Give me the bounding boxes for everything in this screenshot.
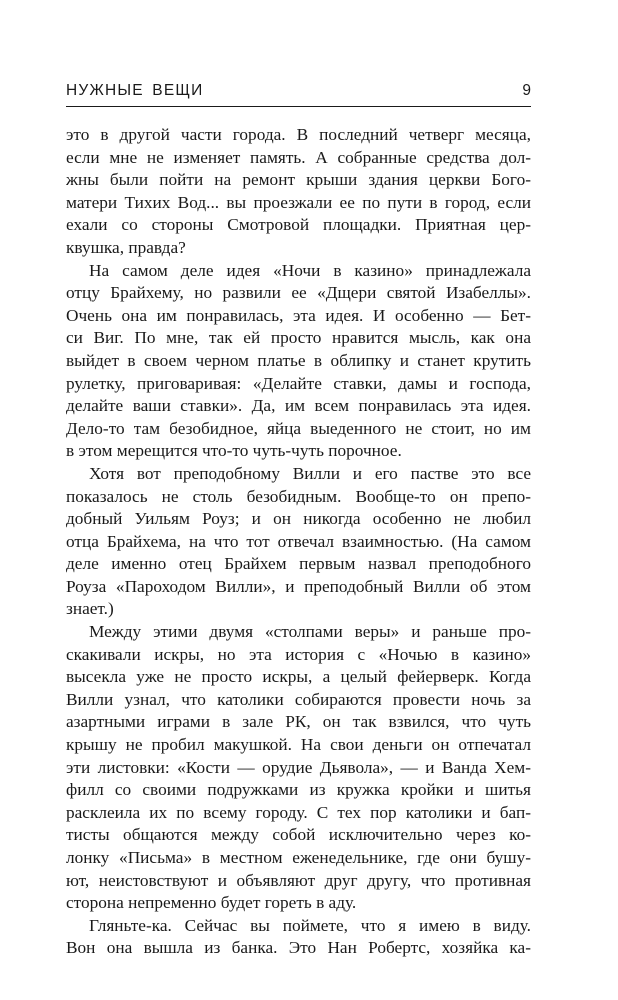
text-line: Очень она им понравилась, эта идея. И особенно — Бет- bbox=[66, 305, 531, 325]
text-line: деле именно отец Брайхем первым назвал преподобного bbox=[66, 554, 531, 574]
text-line: отца Брайхема, на что тот отвечал взаимностью. (На самом bbox=[66, 531, 531, 551]
text-line: скакивали искры, но эта история с «Ночью в казино» bbox=[66, 644, 531, 664]
text-line: филл со своими подружками из кружка кройки и шитья bbox=[66, 780, 531, 800]
text-line: высекла уже не просто искры, а целый фейерверк. Когда bbox=[66, 667, 531, 687]
text-line: отцу Брайхему, но развили ее «Дщери святой Изабеллы». bbox=[66, 283, 531, 303]
text-line: ют, неистовствуют и объявляют друг другу, что противная bbox=[66, 870, 531, 890]
text-line: ехали со стороны Смотровой площадки. Приятная цер- bbox=[66, 215, 531, 235]
text-line: азартными играми в зале РК, он так взвился, что чуть bbox=[66, 712, 531, 732]
text-line: си Виг. По мне, так ей просто нравится мысль, как она bbox=[66, 328, 531, 348]
text-line: это в другой части города. В последний четверг месяца, bbox=[66, 125, 531, 144]
text-line: Вон она вышла из банка. Это Нан Робертс, хозяйка ка- bbox=[66, 938, 531, 958]
text-line: показалось не столь безобидным. Вообще-то он препо- bbox=[66, 486, 531, 506]
text-line: Дело-то там безобидное, яйца выеденного не стоит, но им bbox=[66, 418, 531, 438]
text-line: выйдет в своем черном платье в облипку и станет крутить bbox=[66, 350, 531, 370]
text-line: Хотя вот преподобному Вилли и его пастве это все bbox=[89, 463, 531, 483]
text-line: добный Уильям Роуз; и он никогда особенно не любил bbox=[66, 509, 531, 529]
text-line: делайте ваши ставки». Да, им всем понравилась эта идея. bbox=[66, 396, 531, 416]
text-line: На самом деле идея «Ночи в казино» принадлежала bbox=[89, 260, 531, 280]
text-line: Роуза «Пароходом Вилли», и преподобный Вилли об этом bbox=[66, 576, 531, 596]
text-line: тисты общаются между собой исключительно через ко- bbox=[66, 825, 531, 845]
text-line: Между этими двумя «столпами веры» и раньше про- bbox=[89, 622, 531, 642]
text-line: сторона непременно будет гореть в аду. bbox=[66, 893, 357, 913]
text-line: если мне не изменяет память. А собранные средства дол- bbox=[66, 147, 531, 167]
text-line: Вилли узнал, что католики собираются провести ночь за bbox=[66, 689, 531, 709]
text-line: рулетку, приговаривая: «Делайте ставки, дамы и господа, bbox=[66, 373, 531, 393]
text-line: знает.) bbox=[66, 599, 114, 619]
text-line: расклеила их по всему городу. С тех пор католики и бап- bbox=[66, 802, 531, 822]
text-line: матери Тихих Вод... вы проезжали ее по пути в город, если bbox=[66, 192, 531, 212]
text-line: лонку «Письма» в местном еженедельнике, где они бушу- bbox=[66, 848, 531, 867]
running-head-title: НУЖНЫЕ ВЕЩИ bbox=[66, 82, 204, 99]
text-line: в этом мерещится что-то чуть-чуть порочное. bbox=[66, 441, 402, 461]
running-head bbox=[66, 80, 531, 110]
text-line: крышу не пробил макушкой. На свои деньги он отпечатал bbox=[66, 735, 531, 755]
header-rule bbox=[66, 106, 531, 107]
page-number: 9 bbox=[522, 82, 531, 99]
body-text bbox=[66, 124, 531, 960]
text-line: эти листовки: «Кости — орудие Дьявола», — и Ванда Хем- bbox=[66, 757, 531, 777]
text-line: жны были пойти на ремонт крыши здания церкви Бого- bbox=[66, 170, 531, 190]
text-line: квушка, правда? bbox=[66, 237, 186, 257]
text-line: Гляньте-ка. Сейчас вы поймете, что я имею в виду. bbox=[89, 915, 531, 935]
